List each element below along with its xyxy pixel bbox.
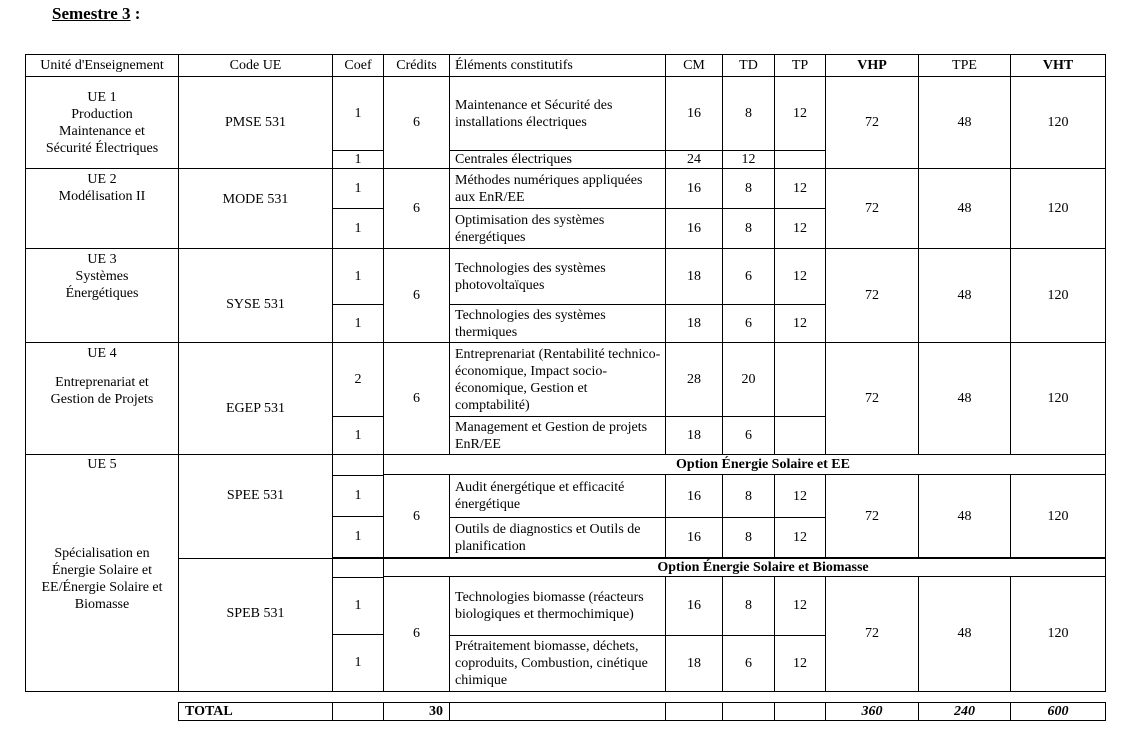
ue2-vhp: 72 bbox=[826, 169, 919, 249]
ue5-option-b-coef-area bbox=[333, 559, 384, 692]
ec-name: Centrales électriques bbox=[450, 151, 666, 169]
ec-td: 8 bbox=[723, 577, 775, 636]
ue1-code: PMSE 531 bbox=[179, 77, 333, 169]
total-vht: 600 bbox=[1011, 703, 1106, 721]
ue-name-line: UE 3 bbox=[87, 252, 117, 267]
ue5-option-a-tpe: 48 bbox=[919, 475, 1011, 558]
header-tp: TP bbox=[775, 55, 826, 77]
ue2-name bbox=[26, 169, 179, 249]
ue1-credits: 6 bbox=[384, 77, 450, 169]
ue-name-line: Biomasse bbox=[74, 597, 130, 612]
option-a-spacer bbox=[333, 455, 383, 476]
ec-tp: 12 bbox=[775, 305, 826, 343]
ec-coef: 1 bbox=[333, 476, 383, 517]
ec-coef: 1 bbox=[333, 417, 384, 455]
ue3-credits: 6 bbox=[384, 249, 450, 343]
header-coef: Coef bbox=[333, 55, 384, 77]
ec-tp bbox=[775, 151, 826, 169]
ec-coef: 1 bbox=[333, 77, 384, 151]
total-elements bbox=[450, 703, 666, 721]
ec-td: 8 bbox=[723, 475, 775, 518]
ec-coef: 1 bbox=[333, 151, 384, 169]
ec-coef: 2 bbox=[333, 343, 384, 417]
ec-td: 8 bbox=[723, 169, 775, 209]
ec-cm: 18 bbox=[666, 305, 723, 343]
ue4-credits: 6 bbox=[384, 343, 450, 455]
ec-cm: 16 bbox=[666, 209, 723, 249]
ec-cm: 16 bbox=[666, 518, 723, 558]
ue1-tpe: 48 bbox=[919, 77, 1011, 169]
ec-tp: 12 bbox=[775, 249, 826, 305]
ec-name: Audit énergétique et efficacité énergétique bbox=[450, 475, 666, 518]
ue-name-line: UE 1 bbox=[87, 89, 117, 105]
total-table bbox=[178, 702, 1106, 721]
header-elements: Éléments constitutifs bbox=[450, 55, 666, 77]
table-row bbox=[26, 455, 1106, 475]
ec-coef: 1 bbox=[333, 249, 384, 305]
semester-heading bbox=[52, 4, 140, 24]
ue4-name bbox=[26, 343, 179, 455]
ec-cm: 16 bbox=[666, 77, 723, 151]
total-label: TOTAL bbox=[179, 703, 333, 721]
option-b-spacer bbox=[333, 559, 383, 578]
ec-coef: 1 bbox=[333, 517, 383, 558]
ue3-tpe: 48 bbox=[919, 249, 1011, 343]
ec-cm: 18 bbox=[666, 635, 723, 691]
ue4-vht: 120 bbox=[1011, 343, 1106, 455]
ue3-vhp: 72 bbox=[826, 249, 919, 343]
total-coef bbox=[333, 703, 384, 721]
ue3-name bbox=[26, 249, 179, 343]
ec-name: Management et Gestion de projets EnR/EE bbox=[450, 417, 666, 455]
ue5-option-a-vht: 120 bbox=[1011, 475, 1106, 558]
ec-cm: 18 bbox=[666, 417, 723, 455]
ue5-option-b-credits: 6 bbox=[384, 577, 450, 692]
ec-tp: 12 bbox=[775, 577, 826, 636]
ue3-code: SYSE 531 bbox=[179, 249, 333, 343]
ec-tp bbox=[775, 343, 826, 417]
ec-name: Technologies biomasse (réacteurs biologiques et thermochimique) bbox=[450, 577, 666, 636]
ue5-name bbox=[26, 455, 179, 692]
ue5-option-b-code: SPEB 531 bbox=[179, 559, 333, 692]
option-a-title: Option Énergie Solaire et EE bbox=[384, 455, 1106, 475]
ue5-option-a-vhp: 72 bbox=[826, 475, 919, 558]
total-tpe: 240 bbox=[919, 703, 1011, 721]
ue-name-line: Maintenance et bbox=[59, 123, 145, 139]
ue-name-line: Gestion de Projets bbox=[50, 392, 154, 407]
ec-cm: 24 bbox=[666, 151, 723, 169]
ec-td: 12 bbox=[723, 151, 775, 169]
total-cm bbox=[666, 703, 723, 721]
ue4-tpe: 48 bbox=[919, 343, 1011, 455]
ec-coef: 1 bbox=[333, 169, 384, 209]
header-tpe: TPE bbox=[919, 55, 1011, 77]
ec-tp: 12 bbox=[775, 475, 826, 518]
ec-tp: 12 bbox=[775, 518, 826, 558]
ue2-vht: 120 bbox=[1011, 169, 1106, 249]
ec-td: 6 bbox=[723, 635, 775, 691]
header-vhp: VHP bbox=[826, 55, 919, 77]
ue2-tpe: 48 bbox=[919, 169, 1011, 249]
ue-name-line: Systèmes bbox=[75, 269, 129, 284]
semester-label: Semestre 3 bbox=[52, 4, 131, 23]
table-row bbox=[26, 249, 1106, 305]
ue5-option-b-tpe: 48 bbox=[919, 577, 1011, 692]
table-row bbox=[26, 559, 1106, 577]
ec-cm: 16 bbox=[666, 577, 723, 636]
total-td bbox=[723, 703, 775, 721]
ec-name: Optimisation des systèmes énergétiques bbox=[450, 209, 666, 249]
header-code: Code UE bbox=[179, 55, 333, 77]
ec-cm: 28 bbox=[666, 343, 723, 417]
ec-td: 8 bbox=[723, 77, 775, 151]
ue1-name bbox=[26, 77, 179, 169]
ec-cm: 16 bbox=[666, 169, 723, 209]
ec-cm: 16 bbox=[666, 475, 723, 518]
ue-name-line: Énergie Solaire et bbox=[51, 563, 153, 578]
ue-name-line: Énergétiques bbox=[65, 286, 139, 301]
semester-table bbox=[25, 54, 1106, 692]
ec-cm: 18 bbox=[666, 249, 723, 305]
header-credits: Crédits bbox=[384, 55, 450, 77]
ue2-credits: 6 bbox=[384, 169, 450, 249]
option-b-title: Option Énergie Solaire et Biomasse bbox=[384, 559, 1106, 577]
ec-name: Méthodes numériques appliquées aux EnR/EE bbox=[450, 169, 666, 209]
ec-coef: 1 bbox=[333, 209, 384, 249]
option-b-end bbox=[384, 691, 1106, 692]
ec-name: Technologies des systèmes photovoltaïques bbox=[450, 249, 666, 305]
ec-coef: 1 bbox=[354, 655, 362, 670]
ue2-code: MODE 531 bbox=[179, 169, 333, 249]
ec-tp: 12 bbox=[775, 635, 826, 691]
semester-colon: : bbox=[130, 4, 141, 23]
table-row bbox=[26, 77, 1106, 151]
header-row bbox=[26, 55, 1106, 77]
ue-name-line: Sécurité Électriques bbox=[45, 140, 159, 156]
ue4-vhp: 72 bbox=[826, 343, 919, 455]
ec-tp: 12 bbox=[775, 169, 826, 209]
ue-name-line: Spécialisation en bbox=[54, 546, 150, 561]
ec-td: 8 bbox=[723, 209, 775, 249]
ue5-option-a-credits: 6 bbox=[384, 475, 450, 558]
ec-name: Outils de diagnostics et Outils de planification bbox=[450, 518, 666, 558]
ue1-vht: 120 bbox=[1011, 77, 1106, 169]
table-row bbox=[26, 343, 1106, 417]
header-td: TD bbox=[723, 55, 775, 77]
ue-name-line: Modélisation II bbox=[58, 189, 146, 204]
ec-name: Entreprenariat (Rentabilité technico-économique, Impact socio-économique, Gestion et comptabilité) bbox=[450, 343, 666, 417]
total-row bbox=[179, 703, 1106, 721]
ue-name-line: UE 2 bbox=[87, 172, 117, 187]
total-vhp: 360 bbox=[826, 703, 919, 721]
ue-name-line: UE 5 bbox=[87, 457, 117, 472]
ue-name-line: EE/Énergie Solaire et bbox=[41, 580, 163, 595]
header-vht: VHT bbox=[1011, 55, 1106, 77]
ec-tp: 12 bbox=[775, 209, 826, 249]
total-credits: 30 bbox=[384, 703, 450, 721]
ec-coef: 1 bbox=[333, 305, 384, 343]
ue5-option-a-coef-area bbox=[333, 455, 384, 559]
ec-td: 6 bbox=[723, 305, 775, 343]
total-tp bbox=[775, 703, 826, 721]
ue5-option-b-vht: 120 bbox=[1011, 577, 1106, 692]
ue1-vhp: 72 bbox=[826, 77, 919, 169]
ec-name: Prétraitement biomasse, déchets, coproduits, Combustion, cinétique chimique bbox=[450, 635, 666, 691]
ue4-code: EGEP 531 bbox=[179, 343, 333, 455]
ue5-option-b-vhp: 72 bbox=[826, 577, 919, 692]
ec-name: Maintenance et Sécurité des installations électriques bbox=[450, 77, 666, 151]
header-cm: CM bbox=[666, 55, 723, 77]
ec-td: 6 bbox=[723, 249, 775, 305]
ec-td: 6 bbox=[723, 417, 775, 455]
ec-coef: 1 bbox=[333, 578, 383, 635]
ec-name: Technologies des systèmes thermiques bbox=[450, 305, 666, 343]
ue3-vht: 120 bbox=[1011, 249, 1106, 343]
ec-td: 20 bbox=[723, 343, 775, 417]
ec-tp: 12 bbox=[775, 77, 826, 151]
ec-td: 8 bbox=[723, 518, 775, 558]
ue5-option-a-code: SPEE 531 bbox=[179, 455, 333, 559]
table-row bbox=[26, 169, 1106, 209]
ue-name-line: UE 4 bbox=[87, 346, 117, 361]
header-ue: Unité d'Enseignement bbox=[26, 55, 179, 77]
ec-tp bbox=[775, 417, 826, 455]
ue-name-line: Production bbox=[71, 106, 133, 122]
ue-name-line: Entreprenariat et bbox=[55, 375, 149, 390]
